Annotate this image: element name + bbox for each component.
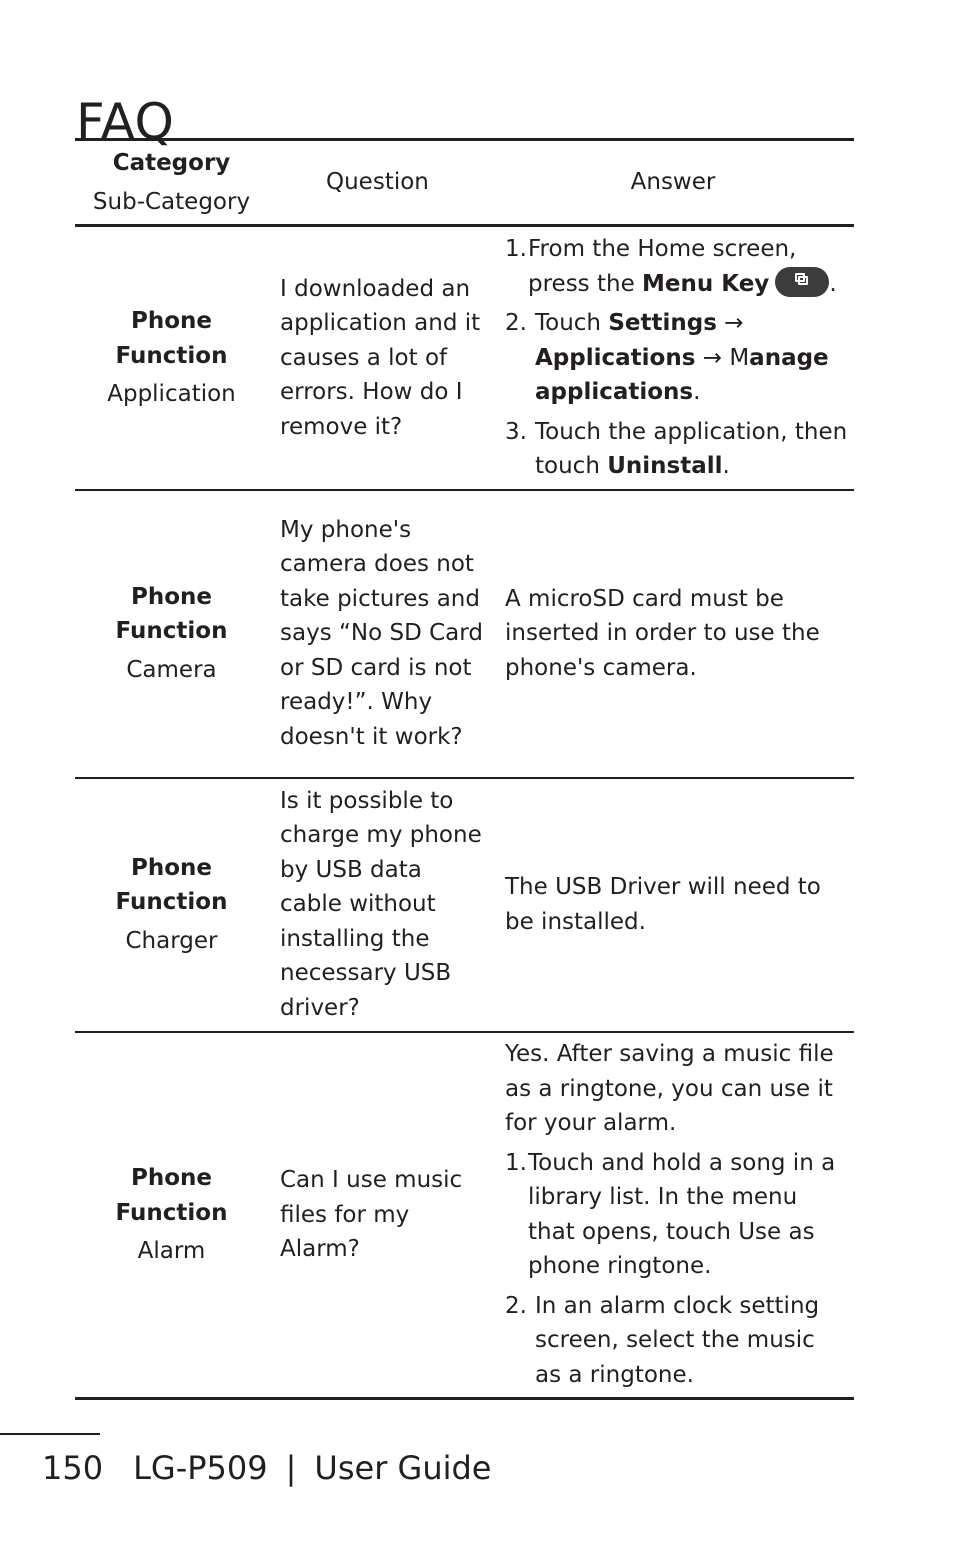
step-text: In an alarm clock setting screen, select the music as a ringtone. [535,1292,820,1388]
faq-table [75,138,854,1400]
table-row [75,226,854,490]
step-number: 2. [505,310,527,336]
table-row [75,1032,854,1399]
step-text: Touch [535,310,602,336]
page-number: 150 [42,1449,104,1487]
page-footer [42,1446,491,1490]
answer-steps [505,1146,848,1393]
category-label: Phone Function [115,583,228,645]
step-text: From the Home screen, press the [528,236,797,297]
answer-cell [492,226,854,490]
header-question: Question [326,169,429,196]
question-cell: Is it possible to charge my phone by USB data cable without installing the necessary USB driver? [280,787,482,1021]
step-number: 3. [505,418,527,445]
question-cell: My phone's camera does not take pictures and says “No SD Card or SD card is not ready!”. Why doesn't it work? [280,516,483,750]
question-cell: I downloaded an application and it causes a lot of errors. How do I remove it? [280,275,481,440]
menu-key-label: Menu Key [642,270,770,297]
manage-prefix: M [729,344,750,371]
answer-step [505,306,848,410]
step-number: 1. [505,236,527,262]
manage-applications-label: anage applications [535,344,829,405]
answer-cell: A microSD card must be inserted in order to use the phone's camera. [505,585,820,681]
uninstall-label: Uninstall [607,453,723,479]
answer-cell: The USB Driver will need to be installed. [505,874,821,935]
answer-step [505,1289,848,1393]
step-punct: . [722,453,730,479]
answer-steps [505,232,848,484]
category-label: Phone Function [115,1165,228,1226]
step-text: Touch the application, then touch [535,418,848,479]
subcategory-label: Alarm [137,1238,206,1264]
category-label: Phone Function [115,308,228,369]
category-cell [75,1032,268,1399]
category-label: Phone Function [115,854,228,916]
step-number: 1. [505,1149,527,1176]
subcategory-label: Application [107,381,236,407]
answer-intro: Yes. After saving a music file as a ringtone, you can use it for your alarm. [505,1041,834,1137]
table-row [75,778,854,1032]
header-subcategory-label: Sub-Category [92,188,251,215]
answer-cell [492,1032,854,1399]
header-answer: Answer [630,169,716,196]
step-punct: . [693,379,701,405]
footer-rule [0,1433,100,1435]
step-number: 2. [505,1292,527,1319]
table-row [75,490,854,778]
answer-step [505,232,848,301]
header-category-label: Category [112,149,231,176]
answer-step [505,1146,848,1284]
header-category [75,140,268,226]
applications-label: Applications [535,344,696,371]
menu-key-icon [775,267,829,297]
arrow-icon: → [724,310,744,336]
answer-step [505,415,848,484]
footer-separator: | [285,1449,297,1487]
category-cell [75,226,268,490]
arrow-icon: → [702,344,722,371]
step-text: Touch and hold a song in a library list. In the menu that opens, touch Use as phone ringtone. [528,1149,836,1280]
category-cell [75,778,268,1032]
footer-model: LG-P509 [133,1449,268,1487]
subcategory-label: Charger [125,927,218,954]
table-header [75,140,854,226]
footer-guide: User Guide [314,1449,492,1487]
question-cell: Can I use music files for my Alarm? [280,1167,463,1262]
category-cell [75,490,268,778]
settings-label: Settings [608,310,717,336]
page-title: FAQ [76,92,175,151]
subcategory-label: Camera [126,656,217,683]
step-punct: . [829,270,837,297]
